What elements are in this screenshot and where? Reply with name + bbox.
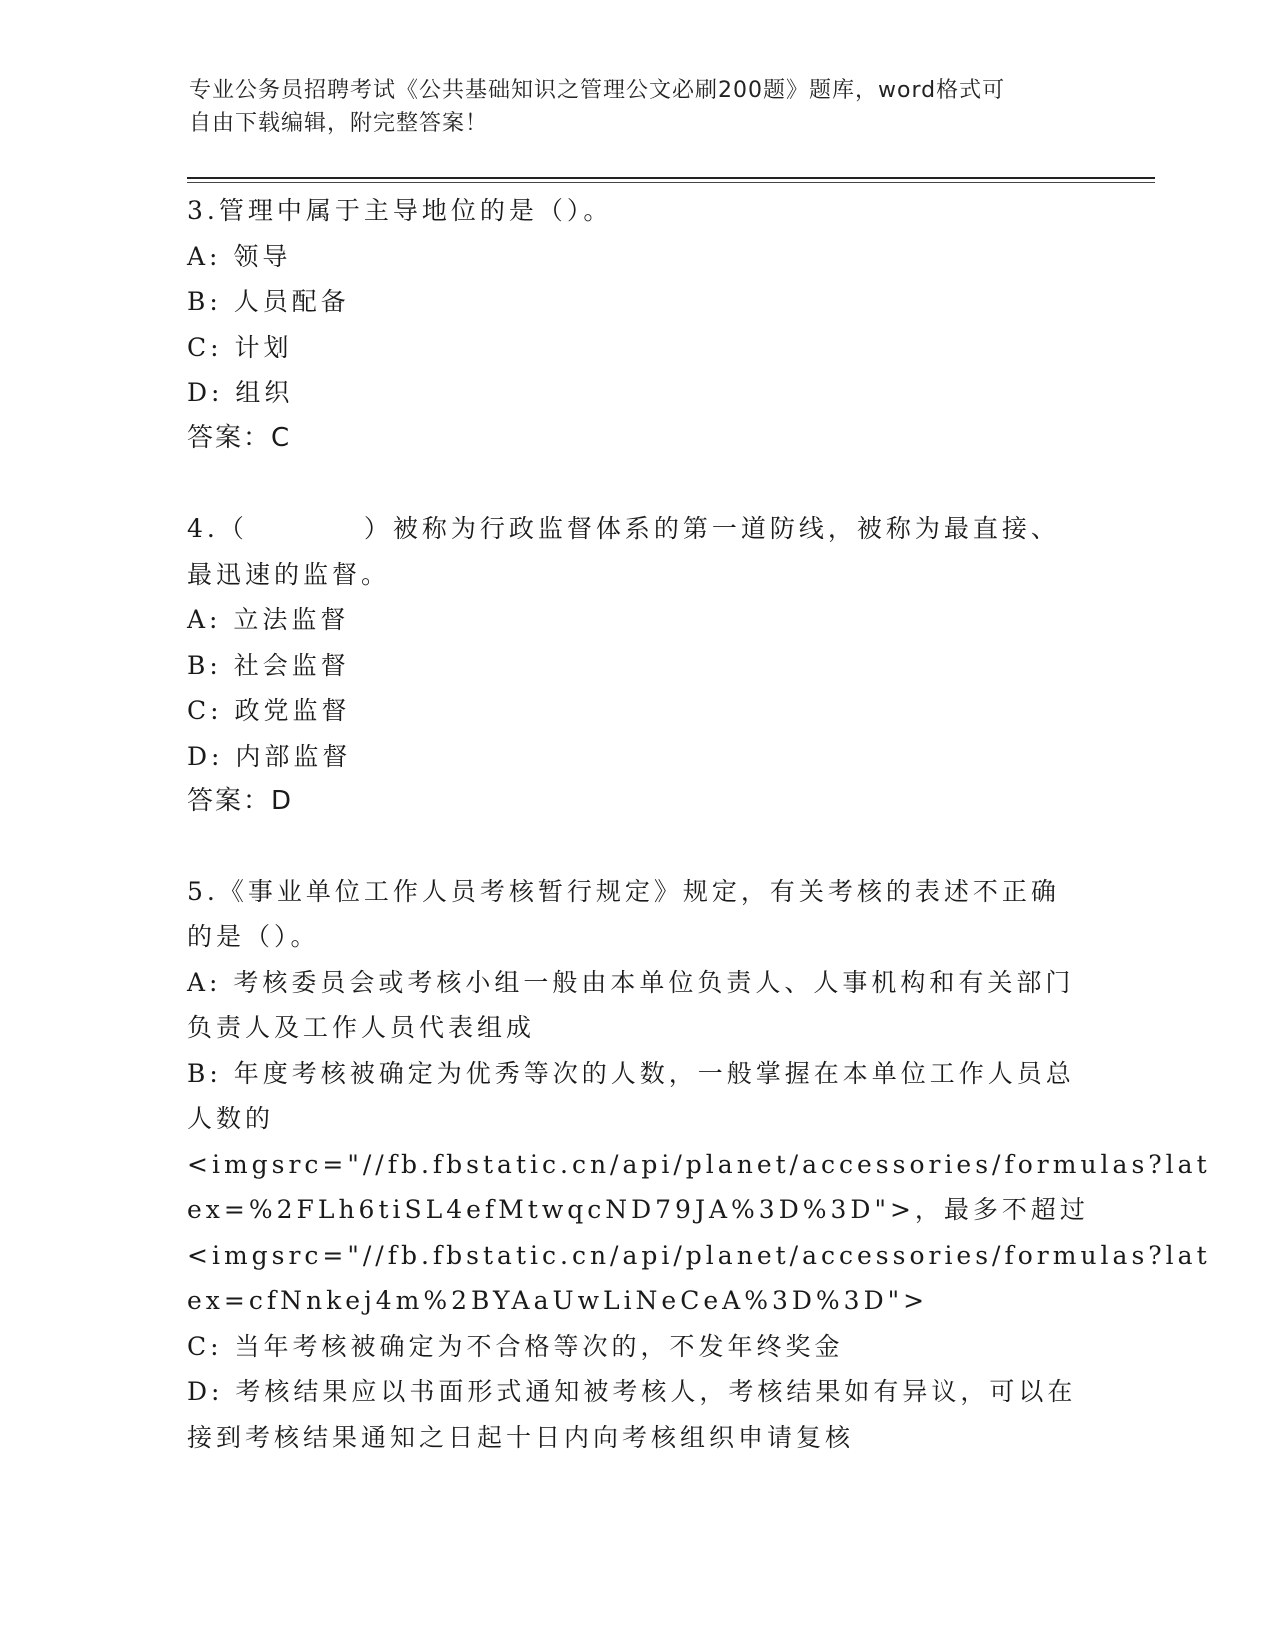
question-4 [187, 506, 1087, 825]
header-line-1: 专业公务员招聘考试《公共基础知识之管理公文必刷200题》题库，word格式可 [189, 78, 1006, 103]
answer-line: 答案：C [187, 422, 292, 453]
option-b-continued: 人数的 [187, 1104, 275, 1133]
question-stem-continued: 的是（）。 [187, 922, 320, 951]
option-d: D: 考核结果应以书面形式通知被考核人，考核结果如有异议，可以在 [187, 1377, 1077, 1406]
option-d: D: 内部监督 [187, 741, 352, 771]
header-line-2: 自由下载编辑，附完整答案！ [189, 111, 489, 136]
option-b: B: 年度考核被确定为优秀等次的人数，一般掌握在本单位工作人员总 [187, 1058, 1075, 1088]
question-stem: 5.《事业单位工作人员考核暂行规定》规定，有关考核的表述不正确 [187, 876, 1060, 906]
option-a-continued: 负责人及工作人员代表组成 [187, 1013, 536, 1042]
option-d: D: 组织 [187, 378, 294, 407]
question-spacer [187, 461, 1087, 506]
option-b-formula-text: ex=cfNnkej4m%2BYAaUwLiNeCeA%3D%3D"> [187, 1286, 929, 1315]
option-d-continued: 接到考核结果通知之日起十日内向考核组织申请复核 [187, 1422, 855, 1452]
header-divider-thin [187, 182, 1155, 183]
question-5 [187, 869, 1211, 1461]
question-stem: 3.管理中属于主导地位的是（）。 [187, 196, 613, 225]
question-list [187, 188, 1211, 1460]
option-c: C: 计划 [187, 332, 293, 362]
option-b-formula-text: <imgsrc="//fb.fbstatic.cn/api/planet/accessories/formulas?lat [187, 1240, 1211, 1270]
option-b: B: 社会监督 [187, 650, 350, 680]
header-divider-thick [187, 177, 1155, 179]
option-a: A: 领导 [187, 241, 292, 271]
question-3 [187, 188, 1087, 461]
option-b: B: 人员配备 [187, 287, 350, 316]
option-a: A: 立法监督 [187, 605, 350, 634]
option-a: A: 考核委员会或考核小组一般由本单位负责人、人事机构和有关部门 [187, 967, 1075, 997]
option-c: C: 当年考核被确定为不合格等次的，不发年终奖金 [187, 1331, 844, 1361]
question-spacer [187, 825, 1087, 869]
document-header [189, 74, 1069, 140]
question-stem: 4.（ ）被称为行政监督体系的第一道防线，被称为最直接、 [187, 514, 1060, 543]
answer-line: 答案：D [187, 786, 294, 816]
option-b-formula-text: ex=%2FLh6tiSL4efMtwqcND79JA%3D%3D">，最多不超过 [187, 1195, 1089, 1224]
option-b-formula-text: <imgsrc="//fb.fbstatic.cn/api/planet/accessories/formulas?lat [187, 1149, 1211, 1179]
question-stem-continued: 最迅速的监督。 [187, 559, 391, 589]
option-c: C: 政党监督 [187, 696, 351, 725]
